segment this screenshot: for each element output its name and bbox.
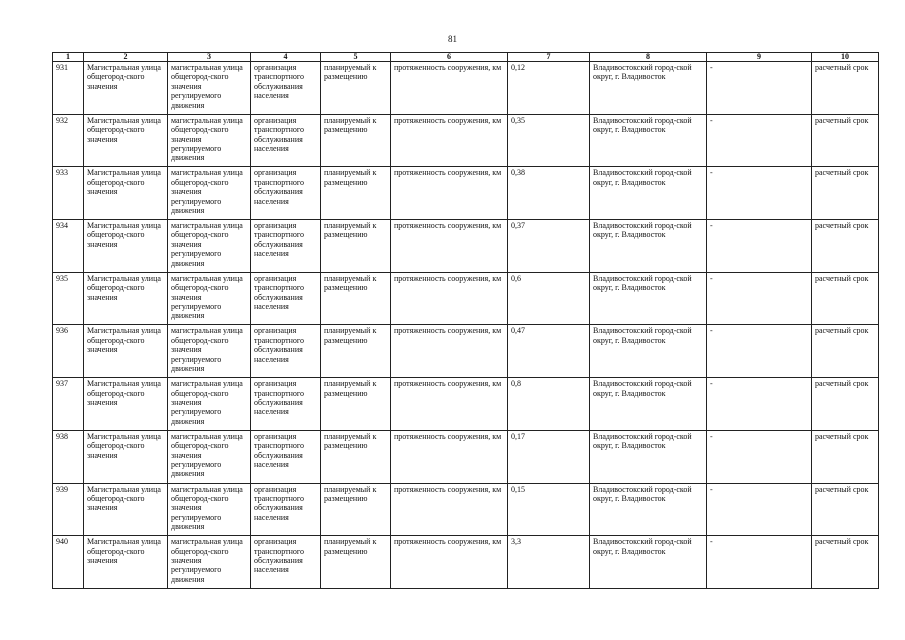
table-row: [53, 167, 879, 220]
row-number-cell: 940: [53, 536, 84, 589]
column-header: 10: [812, 53, 879, 62]
object-name-cell: Магистральная улица общегород-ского значения: [84, 378, 168, 431]
table-row: [53, 220, 879, 273]
object-type-cell: магистральная улица общегород-ского значения регулируемого движения: [168, 378, 251, 431]
zone-cell: -: [707, 378, 812, 431]
location-cell: Владивостокский город-ской округ, г. Владивосток: [590, 114, 707, 167]
zone-cell: -: [707, 272, 812, 325]
location-cell: Владивостокский город-ской округ, г. Владивосток: [590, 430, 707, 483]
value-cell: 0,6: [508, 272, 590, 325]
row-number-cell: 933: [53, 167, 84, 220]
status-cell: планируемый к размещению: [321, 272, 391, 325]
object-name-cell: Магистральная улица общегород-ского значения: [84, 62, 168, 115]
location-cell: Владивостокский город-ской округ, г. Владивосток: [590, 325, 707, 378]
row-number-cell: 939: [53, 483, 84, 536]
column-header: 5: [321, 53, 391, 62]
zone-cell: -: [707, 483, 812, 536]
object-type-cell: магистральная улица общегород-ского значения регулируемого движения: [168, 62, 251, 115]
zone-cell: -: [707, 325, 812, 378]
row-number-cell: 938: [53, 430, 84, 483]
object-name-cell: Магистральная улица общегород-ского значения: [84, 536, 168, 589]
table-row: [53, 62, 879, 115]
object-type-cell: магистральная улица общегород-ского значения регулируемого движения: [168, 325, 251, 378]
column-header: 8: [590, 53, 707, 62]
page-number: 81: [448, 34, 457, 44]
status-cell: планируемый к размещению: [321, 430, 391, 483]
zone-cell: -: [707, 62, 812, 115]
column-header: 9: [707, 53, 812, 62]
characteristic-cell: протяженность сооружения, км: [391, 378, 508, 431]
characteristic-cell: протяженность сооружения, км: [391, 325, 508, 378]
object-name-cell: Магистральная улица общегород-ского значения: [84, 325, 168, 378]
characteristic-cell: протяженность сооружения, км: [391, 483, 508, 536]
status-cell: планируемый к размещению: [321, 536, 391, 589]
object-type-cell: магистральная улица общегород-ского значения регулируемого движения: [168, 220, 251, 273]
location-cell: Владивостокский город-ской округ, г. Владивосток: [590, 62, 707, 115]
row-number-cell: 932: [53, 114, 84, 167]
purpose-cell: организация транспортного обслуживания населения: [251, 272, 321, 325]
status-cell: планируемый к размещению: [321, 378, 391, 431]
value-cell: 0,35: [508, 114, 590, 167]
row-number-cell: 937: [53, 378, 84, 431]
purpose-cell: организация транспортного обслуживания населения: [251, 62, 321, 115]
table-row: [53, 483, 879, 536]
value-cell: 0,47: [508, 325, 590, 378]
object-name-cell: Магистральная улица общегород-ского значения: [84, 430, 168, 483]
characteristic-cell: протяженность сооружения, км: [391, 272, 508, 325]
object-type-cell: магистральная улица общегород-ского значения регулируемого движения: [168, 536, 251, 589]
location-cell: Владивостокский город-ской округ, г. Владивосток: [590, 536, 707, 589]
location-cell: Владивостокский город-ской округ, г. Владивосток: [590, 272, 707, 325]
row-number-cell: 936: [53, 325, 84, 378]
row-number-cell: 931: [53, 62, 84, 115]
column-header: 7: [508, 53, 590, 62]
zone-cell: -: [707, 114, 812, 167]
table-row: [53, 272, 879, 325]
object-name-cell: Магистральная улица общегород-ского значения: [84, 272, 168, 325]
purpose-cell: организация транспортного обслуживания населения: [251, 378, 321, 431]
zone-cell: -: [707, 220, 812, 273]
purpose-cell: организация транспортного обслуживания населения: [251, 167, 321, 220]
zone-cell: -: [707, 430, 812, 483]
registry-table: [52, 52, 879, 589]
value-cell: 0,12: [508, 62, 590, 115]
table-row: [53, 325, 879, 378]
characteristic-cell: протяженность сооружения, км: [391, 536, 508, 589]
row-number-cell: 935: [53, 272, 84, 325]
term-cell: расчетный срок: [812, 220, 879, 273]
value-cell: 0,17: [508, 430, 590, 483]
column-header: 6: [391, 53, 508, 62]
value-cell: 0,8: [508, 378, 590, 431]
object-name-cell: Магистральная улица общегород-ского значения: [84, 167, 168, 220]
status-cell: планируемый к размещению: [321, 325, 391, 378]
term-cell: расчетный срок: [812, 430, 879, 483]
term-cell: расчетный срок: [812, 272, 879, 325]
term-cell: расчетный срок: [812, 378, 879, 431]
term-cell: расчетный срок: [812, 62, 879, 115]
object-type-cell: магистральная улица общегород-ского значения регулируемого движения: [168, 483, 251, 536]
value-cell: 0,38: [508, 167, 590, 220]
characteristic-cell: протяженность сооружения, км: [391, 430, 508, 483]
object-name-cell: Магистральная улица общегород-ского значения: [84, 114, 168, 167]
purpose-cell: организация транспортного обслуживания населения: [251, 114, 321, 167]
header-row: [53, 53, 879, 62]
term-cell: расчетный срок: [812, 483, 879, 536]
table-row: [53, 430, 879, 483]
column-header: 2: [84, 53, 168, 62]
term-cell: расчетный срок: [812, 114, 879, 167]
characteristic-cell: протяженность сооружения, км: [391, 167, 508, 220]
characteristic-cell: протяженность сооружения, км: [391, 114, 508, 167]
status-cell: планируемый к размещению: [321, 167, 391, 220]
location-cell: Владивостокский город-ской округ, г. Владивосток: [590, 220, 707, 273]
characteristic-cell: протяженность сооружения, км: [391, 62, 508, 115]
location-cell: Владивостокский город-ской округ, г. Владивосток: [590, 167, 707, 220]
table-row: [53, 114, 879, 167]
purpose-cell: организация транспортного обслуживания населения: [251, 325, 321, 378]
column-header: 4: [251, 53, 321, 62]
object-type-cell: магистральная улица общегород-ского значения регулируемого движения: [168, 114, 251, 167]
term-cell: расчетный срок: [812, 325, 879, 378]
object-type-cell: магистральная улица общегород-ского значения регулируемого движения: [168, 272, 251, 325]
value-cell: 0,37: [508, 220, 590, 273]
value-cell: 3,3: [508, 536, 590, 589]
purpose-cell: организация транспортного обслуживания населения: [251, 220, 321, 273]
purpose-cell: организация транспортного обслуживания населения: [251, 536, 321, 589]
table-row: [53, 536, 879, 589]
table-row: [53, 378, 879, 431]
location-cell: Владивостокский город-ской округ, г. Владивосток: [590, 378, 707, 431]
value-cell: 0,15: [508, 483, 590, 536]
status-cell: планируемый к размещению: [321, 62, 391, 115]
object-name-cell: Магистральная улица общегород-ского значения: [84, 220, 168, 273]
row-number-cell: 934: [53, 220, 84, 273]
purpose-cell: организация транспортного обслуживания населения: [251, 483, 321, 536]
characteristic-cell: протяженность сооружения, км: [391, 220, 508, 273]
location-cell: Владивостокский город-ской округ, г. Владивосток: [590, 483, 707, 536]
term-cell: расчетный срок: [812, 167, 879, 220]
term-cell: расчетный срок: [812, 536, 879, 589]
column-header: 1: [53, 53, 84, 62]
zone-cell: -: [707, 167, 812, 220]
status-cell: планируемый к размещению: [321, 114, 391, 167]
purpose-cell: организация транспортного обслуживания населения: [251, 430, 321, 483]
object-type-cell: магистральная улица общегород-ского значения регулируемого движения: [168, 167, 251, 220]
object-name-cell: Магистральная улица общегород-ского значения: [84, 483, 168, 536]
object-type-cell: магистральная улица общегород-ского значения регулируемого движения: [168, 430, 251, 483]
status-cell: планируемый к размещению: [321, 220, 391, 273]
zone-cell: -: [707, 536, 812, 589]
column-header: 3: [168, 53, 251, 62]
status-cell: планируемый к размещению: [321, 483, 391, 536]
